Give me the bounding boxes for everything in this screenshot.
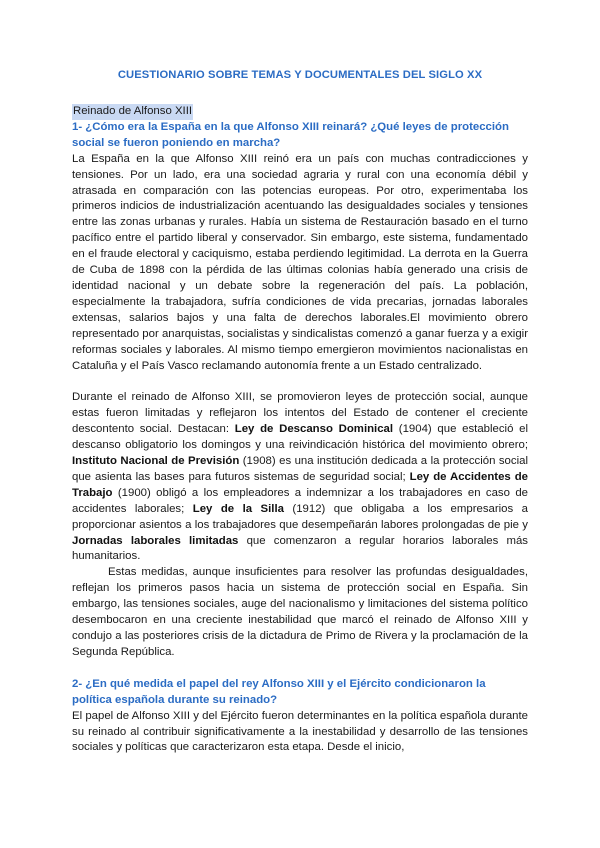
document-title: CUESTIONARIO SOBRE TEMAS Y DOCUMENTALES DEL SIGLO XX — [117, 69, 483, 81]
paragraph-text: (1912) que obligaba a los empresarios a proporcionar asientos a los trabajadores que desempeñarán labores prolongadas de pie y — [72, 502, 528, 531]
answer-1-paragraph-3: Estas medidas, aunque insuficientes para resolver las profundas desigualdades, reflejan los primeros pasos hacia un sistema de protección social en España. Sin embargo, las tensiones sociales, auge del nacionalismo y limitaciones del sistema político desembocaron en una creciente inestabilidad que marcó el reinado de Alfonso XIII y condujo a las posteriores crisis de la dictadura de Primo de Rivera y la proclamación de la Segunda República. — [72, 566, 528, 658]
section-heading — [72, 104, 528, 120]
law-instituto-prevision: Instituto Nacional de Previsión — [72, 455, 240, 468]
paragraph-text: (1904) que estableció el descanso obligatorio los domingos y una reivindicación histórica del movimiento obrero; — [72, 423, 528, 452]
paragraph-text: (1908) es una institución dedicada a la protección social que asienta las bases para futuros sistemas de seguridad social; — [72, 455, 528, 483]
law-descanso-dominical: Ley de Descanso Dominical — [234, 423, 394, 436]
answer-1-paragraph-1: La España en la que Alfonso XIII reinó era un país con muchas contradicciones y tensiones. Por un lado, era una sociedad agraria y rural con una economía débil y atrasada en comparación con las potencias europeas. Por otro, experimentaba los primeros indicios de industrialización acentuando las desigualdades sociales y tensiones entre las zonas urbanas y rurales. Había un sistema de Restauración basado en el turno pacífico entre el partido liberal y conservador. Sin embargo, este sistema, fundamentado en el fraude electoral y caciquismo, estaba perdiendo legitimidad. La derrota en la Guerra de Cuba de 1898 con la pérdida de las últimas colonias había generado una crisis de identidad nacional y un debate sobre la regeneración del país. La población, especialmente la trabajadora, sufría condiciones de vida precarias, jornadas laborales extensas, salarios bajos y una falta de derechos laborales.El movimiento obrero representado por anarquistas, socialistas y sindicalistas comenzó a ganar fuerza y a exigir reformas sociales y laborales. Al mismo tiempo emergieron movimientos nacionalistas en Cataluña y el País Vasco reclamando autonomía frente a un Estado centralizado. — [72, 152, 528, 372]
law-silla: Ley de la Silla — [192, 502, 284, 515]
paragraph-spacer — [72, 374, 528, 390]
section-label-highlight: Reinado de Alfonso XIII — [72, 104, 193, 120]
question-2: 2- ¿En qué medida el papel del rey Alfonso XIII y el Ejército condicionaron la política española durante su reinado? — [72, 677, 486, 706]
answer-1-paragraph-2 — [72, 390, 528, 565]
question-1: 1- ¿Cómo era la España en la que Alfonso XIII reinará? ¿Qué leyes de protección social se fueron poniendo en marcha? — [72, 120, 509, 149]
paragraph-text: Durante el reinado de Alfonso XIII, se promovieron leyes de protección social, aunque estas fueron limitadas y reflejaron los intentos del Estado de contener el creciente descontento social. Destacan: — [72, 391, 528, 436]
document-body — [72, 104, 528, 756]
answer-2-paragraph-1: El papel de Alfonso XIII y del Ejército fueron determinantes en la política española durante su reinado al contribuir significativamente a la inestabilidad y desarrollo de las tensiones sociales y políticas que caracterizaron esta etapa. Desde el inicio, — [72, 709, 528, 754]
law-jornadas-limitadas: Jornadas laborales limitadas — [72, 534, 239, 547]
paragraph-text: (1900) obligó a los empleadores a indemnizar a los trabajadores en caso de accidentes laborales; — [72, 486, 528, 515]
paragraph-spacer — [72, 661, 528, 677]
paragraph-text: que comenzaron a regular horarios laborales más humanitarios. — [72, 534, 529, 563]
law-accidentes-trabajo: Ley de Accidentes de Trabajo — [72, 470, 529, 499]
